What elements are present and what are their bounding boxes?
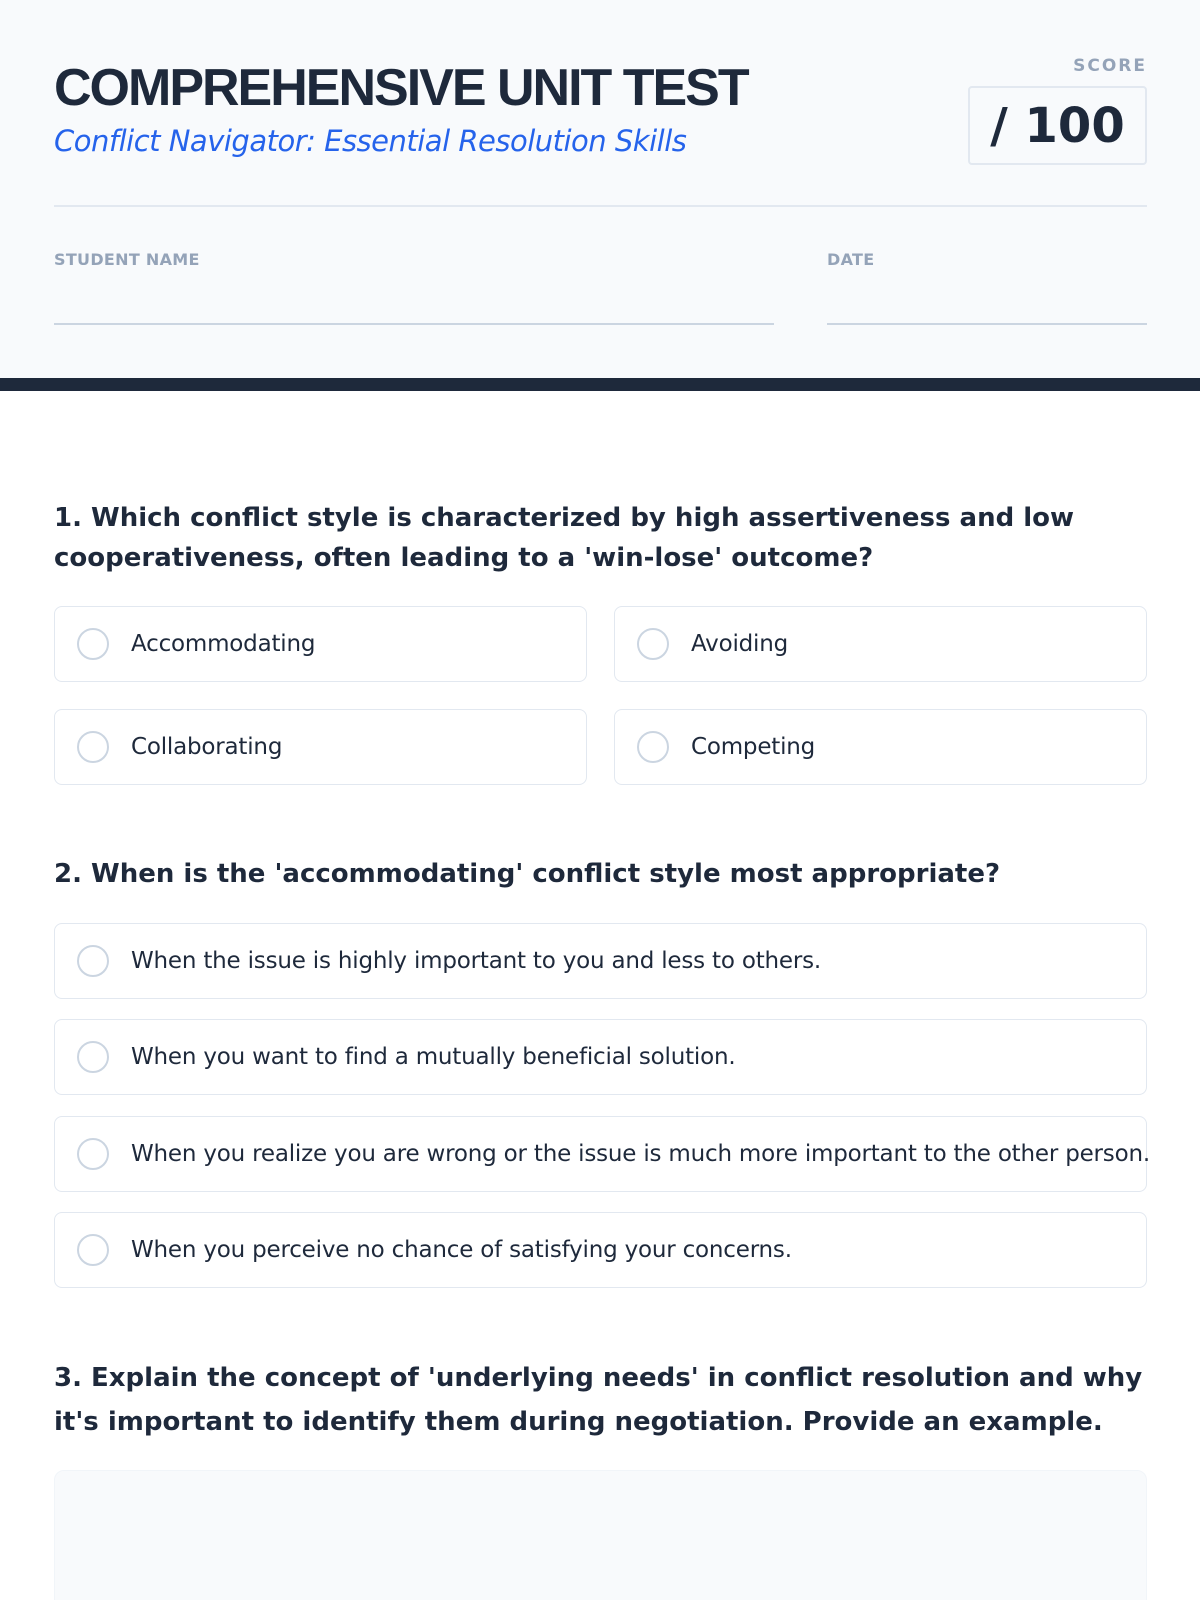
date-field[interactable] bbox=[827, 323, 1147, 325]
q1-option-d[interactable] bbox=[614, 709, 1147, 785]
option-label: Avoiding bbox=[691, 631, 789, 657]
header-divider bbox=[54, 205, 1147, 207]
radio-button[interactable] bbox=[637, 731, 669, 763]
q2-option-d[interactable] bbox=[54, 1212, 1147, 1288]
question-1: 1. Which conflict style is characterized by high assertiveness and low cooperativeness, often leading to a 'win-lose' outcome? bbox=[54, 503, 1075, 573]
q1-option-b[interactable] bbox=[614, 606, 1147, 682]
radio-button[interactable] bbox=[637, 628, 669, 660]
q1-option-a[interactable] bbox=[54, 606, 587, 682]
score-label: SCORE bbox=[1073, 56, 1147, 76]
q1-option-c[interactable] bbox=[54, 709, 587, 785]
student-name-label: STUDENT NAME bbox=[54, 250, 200, 269]
option-label: Accommodating bbox=[131, 631, 316, 657]
score-box[interactable] bbox=[968, 86, 1147, 165]
q2-option-b[interactable] bbox=[54, 1019, 1147, 1095]
radio-button[interactable] bbox=[77, 1138, 109, 1170]
radio-button[interactable] bbox=[77, 945, 109, 977]
radio-button[interactable] bbox=[77, 1041, 109, 1073]
test-header bbox=[0, 0, 1200, 378]
header-rule bbox=[0, 378, 1200, 391]
radio-button[interactable] bbox=[77, 628, 109, 660]
score-value: / 100 bbox=[990, 97, 1125, 154]
option-label: When the issue is highly important to you and less to others. bbox=[131, 948, 822, 974]
q2-option-c[interactable] bbox=[54, 1116, 1150, 1192]
radio-button[interactable] bbox=[77, 731, 109, 763]
option-label: Collaborating bbox=[131, 734, 283, 760]
option-label: Competing bbox=[691, 734, 816, 760]
student-name-field[interactable] bbox=[54, 323, 774, 325]
radio-button[interactable] bbox=[77, 1234, 109, 1266]
option-label: When you realize you are wrong or the issue is much more important to the other person. bbox=[131, 1141, 1150, 1167]
test-title: COMPREHENSIVE UNIT TEST bbox=[54, 59, 748, 117]
question-2: 2. When is the 'accommodating' conflict style most appropriate? bbox=[54, 859, 1001, 889]
option-label: When you perceive no chance of satisfying your concerns. bbox=[131, 1237, 792, 1263]
option-label: When you want to find a mutually beneficial solution. bbox=[131, 1044, 736, 1070]
date-label: DATE bbox=[827, 250, 875, 269]
test-subtitle: Conflict Navigator: Essential Resolution Skills bbox=[54, 124, 687, 158]
answer-textarea[interactable] bbox=[54, 1470, 1147, 1600]
q2-option-a[interactable] bbox=[54, 923, 1147, 999]
question-3: 3. Explain the concept of 'underlying needs' in conflict resolution and why it's important to identify them during negotiation. Provide an example. bbox=[54, 1363, 1143, 1437]
